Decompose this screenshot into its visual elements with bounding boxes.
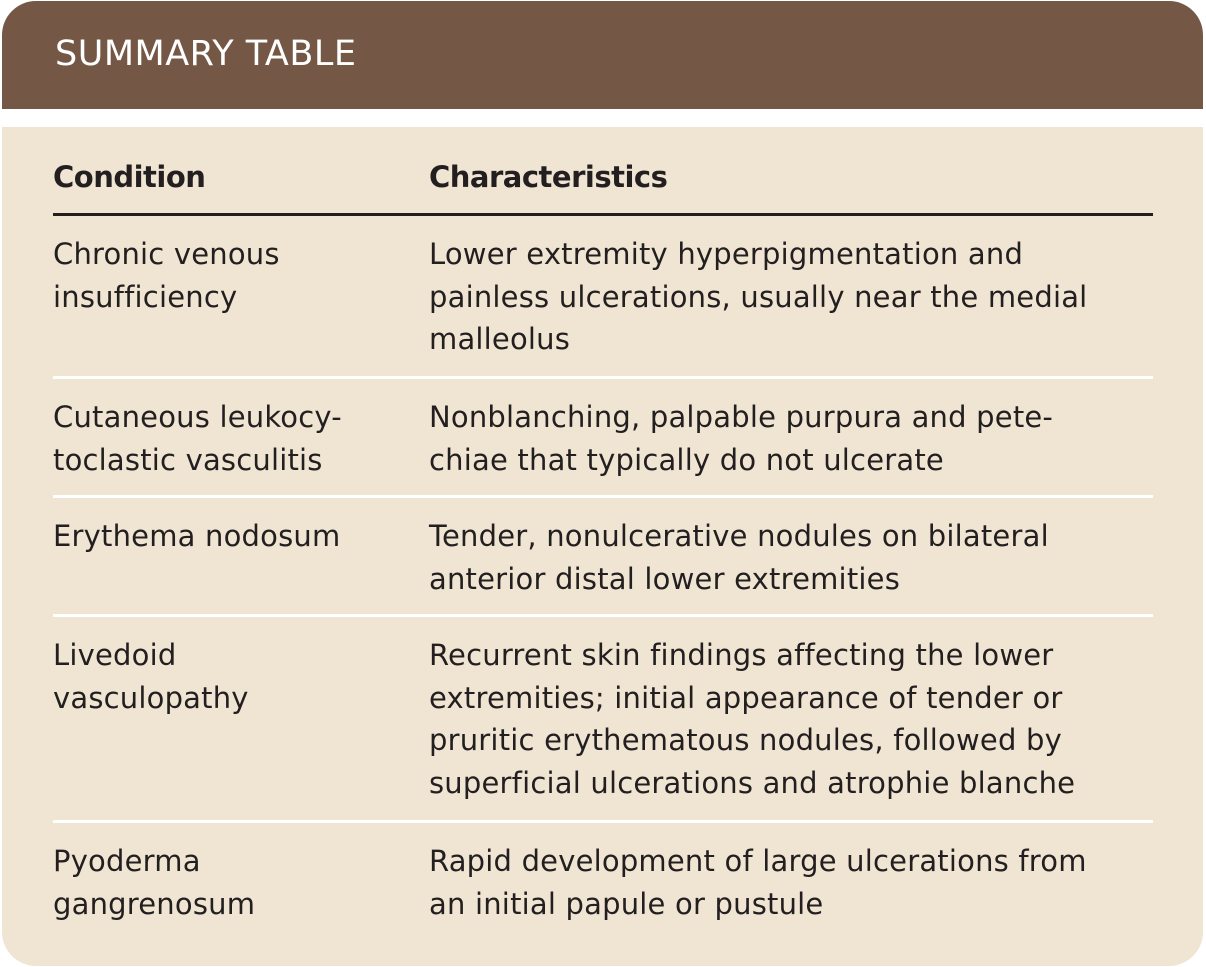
column-header-condition: Condition xyxy=(53,160,206,194)
row-5-characteristics: Rapid development of large ulcerations from an initial papule or pustule xyxy=(429,844,1087,921)
row-1-characteristics: Lower extremity hyperpigmentation and painless ulcerations, usually near the medial malleolus xyxy=(429,237,1088,356)
row-divider xyxy=(53,495,1153,498)
header-divider xyxy=(53,213,1153,216)
row-divider xyxy=(53,614,1153,617)
table-title: SUMMARY TABLE xyxy=(55,34,357,74)
row-1-condition: Chronic venous insufficiency xyxy=(53,237,280,314)
table-header-bar xyxy=(2,1,1203,109)
row-4-characteristics: Recurrent skin findings affecting the lower extremities; initial appearance of tender or pruritic erythematous nodules, followed by superficial ulcerations and atrophie blanche xyxy=(429,638,1076,800)
column-header-characteristics: Characteristics xyxy=(429,160,668,194)
row-divider xyxy=(53,376,1153,379)
row-2-condition: Cutaneous leukocy- toclastic vasculitis xyxy=(53,400,342,477)
row-5-condition: Pyoderma gangrenosum xyxy=(53,844,256,921)
row-3-characteristics: Tender, nonulcerative nodules on bilateral anterior distal lower extremities xyxy=(429,519,1049,596)
row-4-condition: Livedoid vasculopathy xyxy=(53,638,249,715)
row-divider xyxy=(53,820,1153,823)
row-3-condition: Erythema nodosum xyxy=(53,519,341,553)
row-2-characteristics: Nonblanching, palpable purpura and pete- chiae that typically do not ulcerate xyxy=(429,400,1054,477)
